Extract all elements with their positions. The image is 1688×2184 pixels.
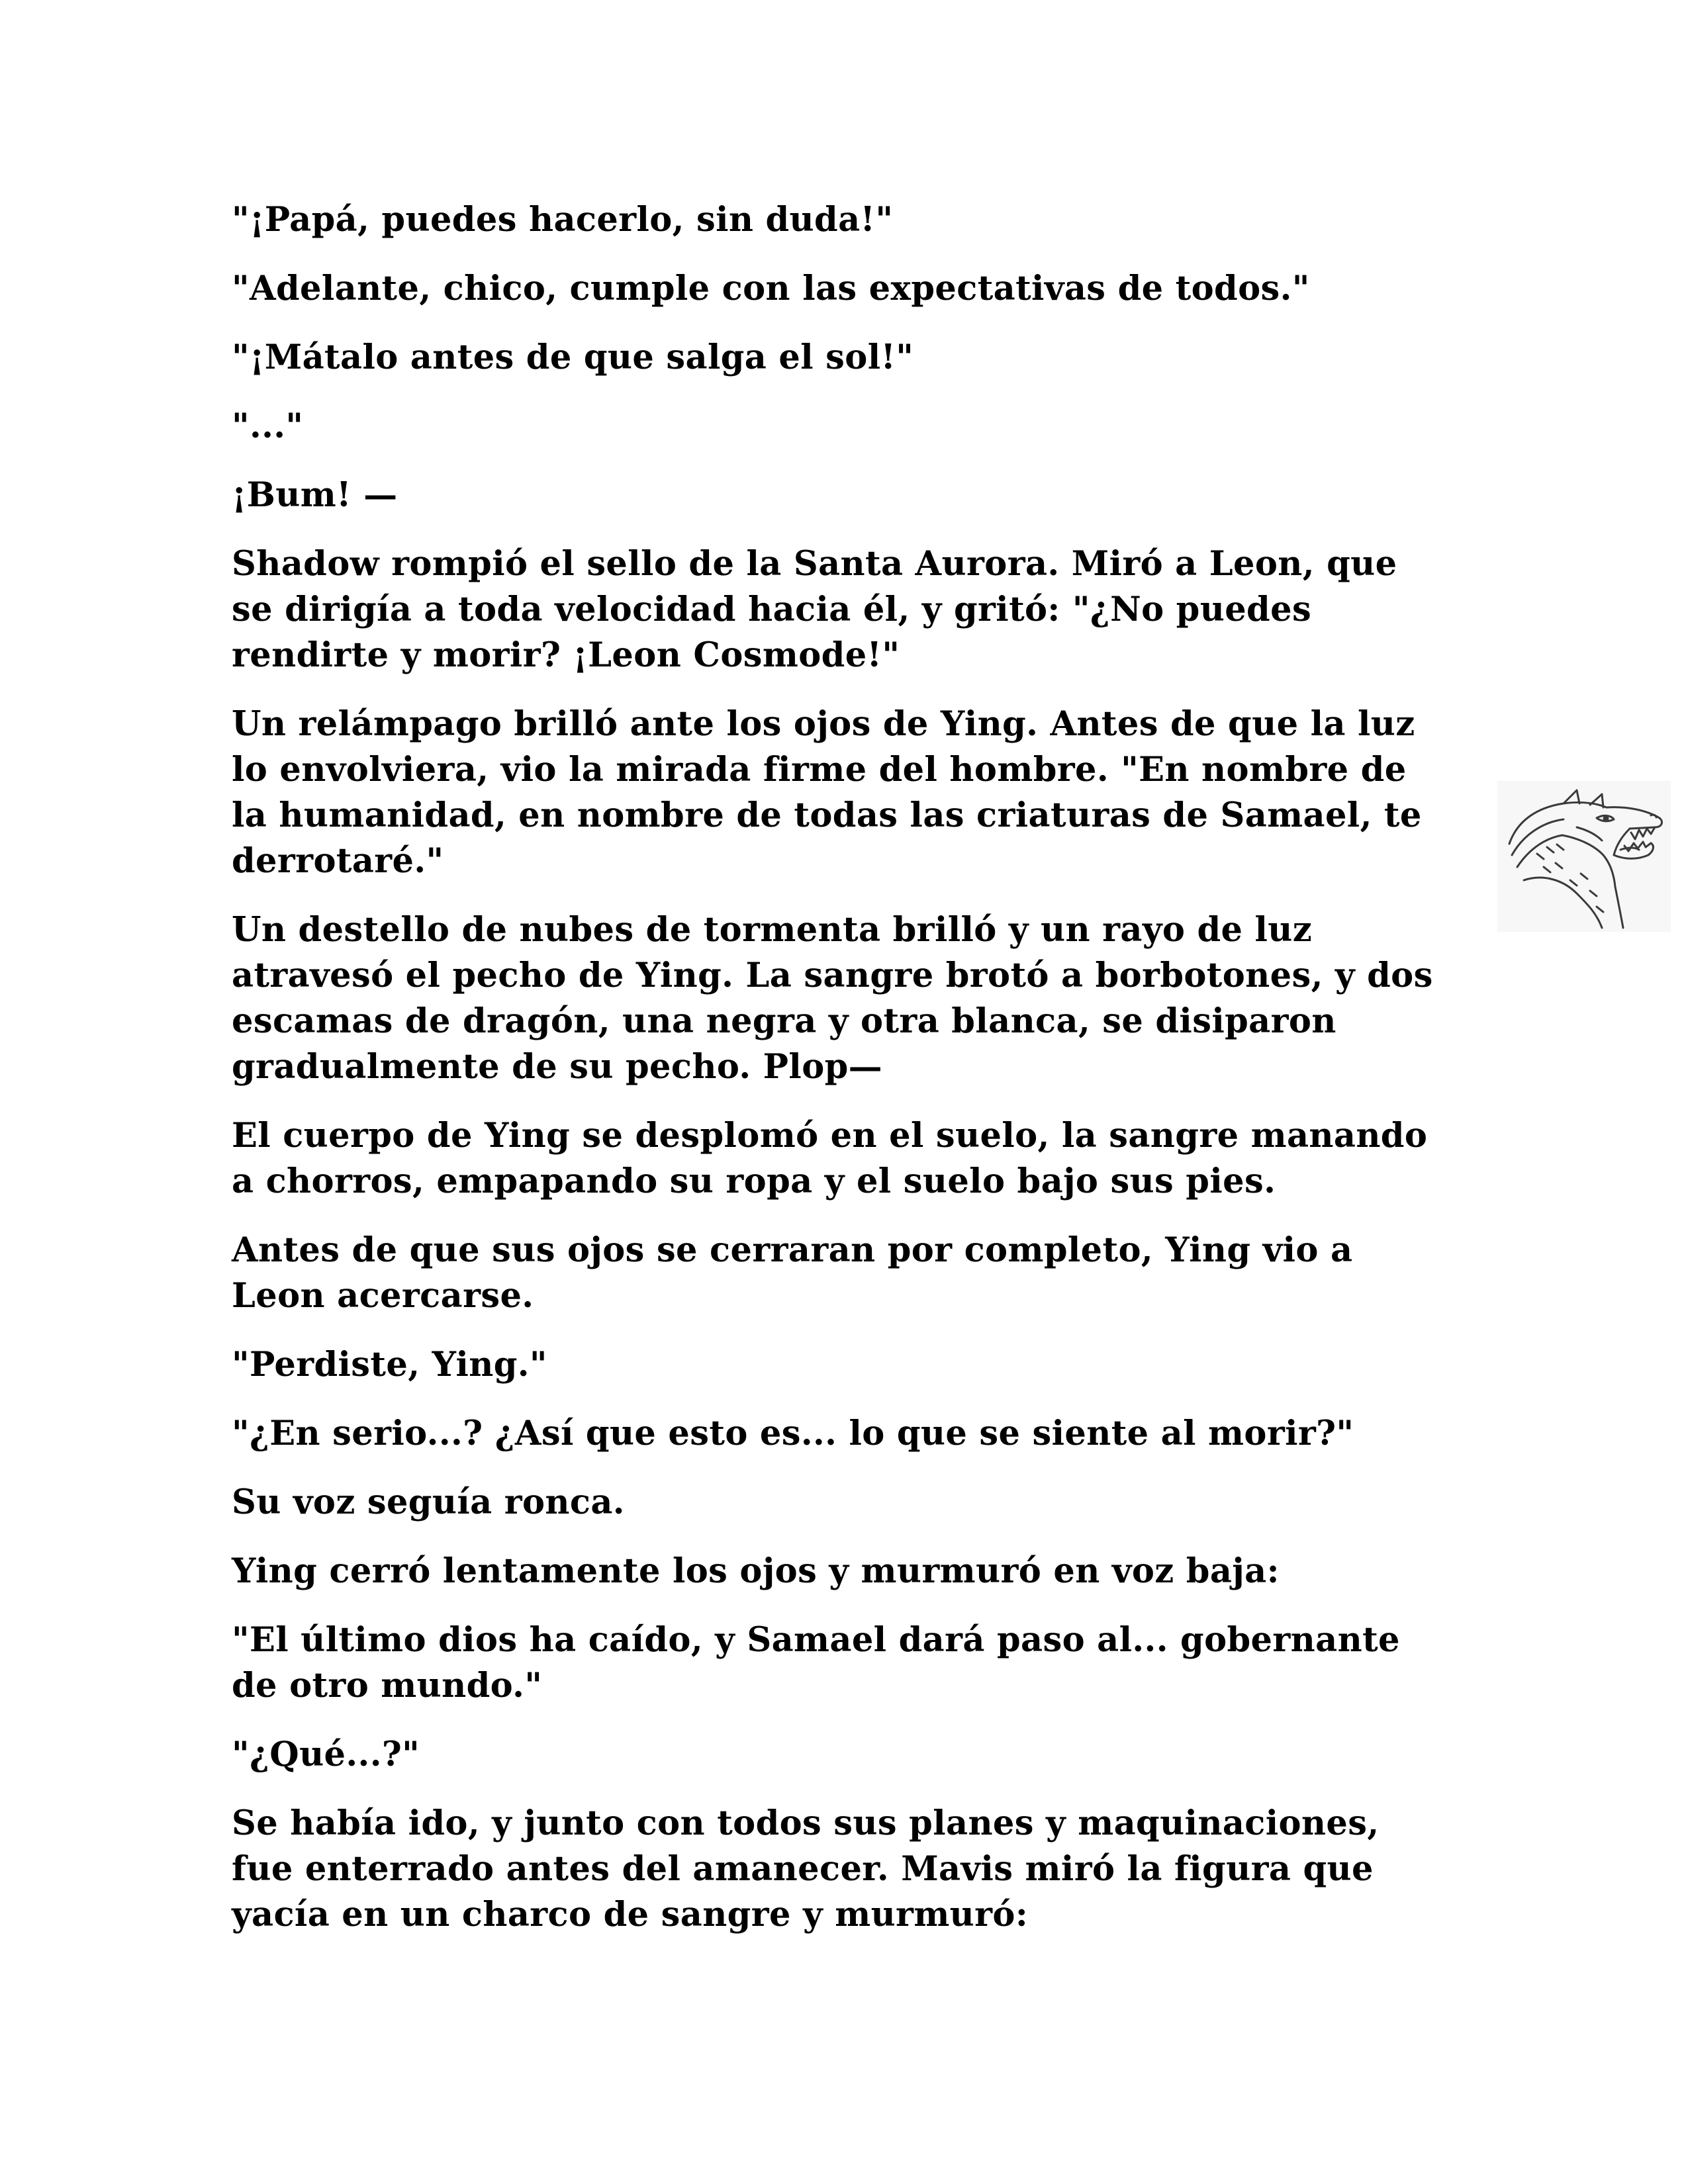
paragraph: ¡Bum! — xyxy=(232,475,398,515)
paragraph: "¿En serio...? ¿Así que esto es... lo que se siente al morir?" xyxy=(232,1414,1354,1453)
paragraph: "¿Qué...?" xyxy=(232,1735,420,1774)
paragraph: Ying cerró lentamente los ojos y murmuró en voz baja: xyxy=(232,1551,1280,1591)
paragraph: "¡Papá, puedes hacerlo, sin duda!" xyxy=(232,200,894,240)
paragraph: Shadow rompió el sello de la Santa Aurora. Miró a Leon, que se dirigía a toda velocidad hacia él, y gritó: "¿No puedes rendirte y morir? ¡Leon Cosmode!" xyxy=(232,544,1397,675)
paragraph: "..." xyxy=(232,406,304,446)
paragraph: "Adelante, chico, cumple con las expectativas de todos." xyxy=(232,269,1310,308)
paragraph: Antes de que sus ojos se cerraran por completo, Ying vio a Leon acercarse. xyxy=(232,1230,1353,1316)
paragraph: Se había ido, y junto con todos sus planes y maquinaciones, fue enterrado antes del amanecer. Mavis miró la figura que yacía en un charco de sangre y murmuró: xyxy=(232,1803,1380,1934)
dragon-head-sketch-icon xyxy=(1497,781,1671,932)
paragraph: Un destello de nubes de tormenta brilló y un rayo de luz atravesó el pecho de Ying. La sangre brotó a borbotones, y dos escamas de dragón, una negra y otra blanca, se disiparon gradualmente de su pecho. Plop— xyxy=(232,910,1433,1087)
paragraph: Su voz seguía ronca. xyxy=(232,1482,625,1522)
document-body xyxy=(232,197,1450,1961)
paragraph: Un relámpago brilló ante los ojos de Ying. Antes de que la luz lo envolviera, vio la mirada firme del hombre. "En nombre de la humanidad, en nombre de todas las criaturas de Samael, te derrotaré." xyxy=(232,704,1422,881)
paragraph: "El último dios ha caído, y Samael dará paso al... gobernante de otro mundo." xyxy=(232,1620,1400,1706)
paragraph: "¡Mátalo antes de que salga el sol!" xyxy=(232,338,914,377)
paragraph: El cuerpo de Ying se desplomó en el suelo, la sangre manando a chorros, empapando su ropa y el suelo bajo sus pies. xyxy=(232,1116,1428,1201)
paragraph: "Perdiste, Ying." xyxy=(232,1345,547,1385)
